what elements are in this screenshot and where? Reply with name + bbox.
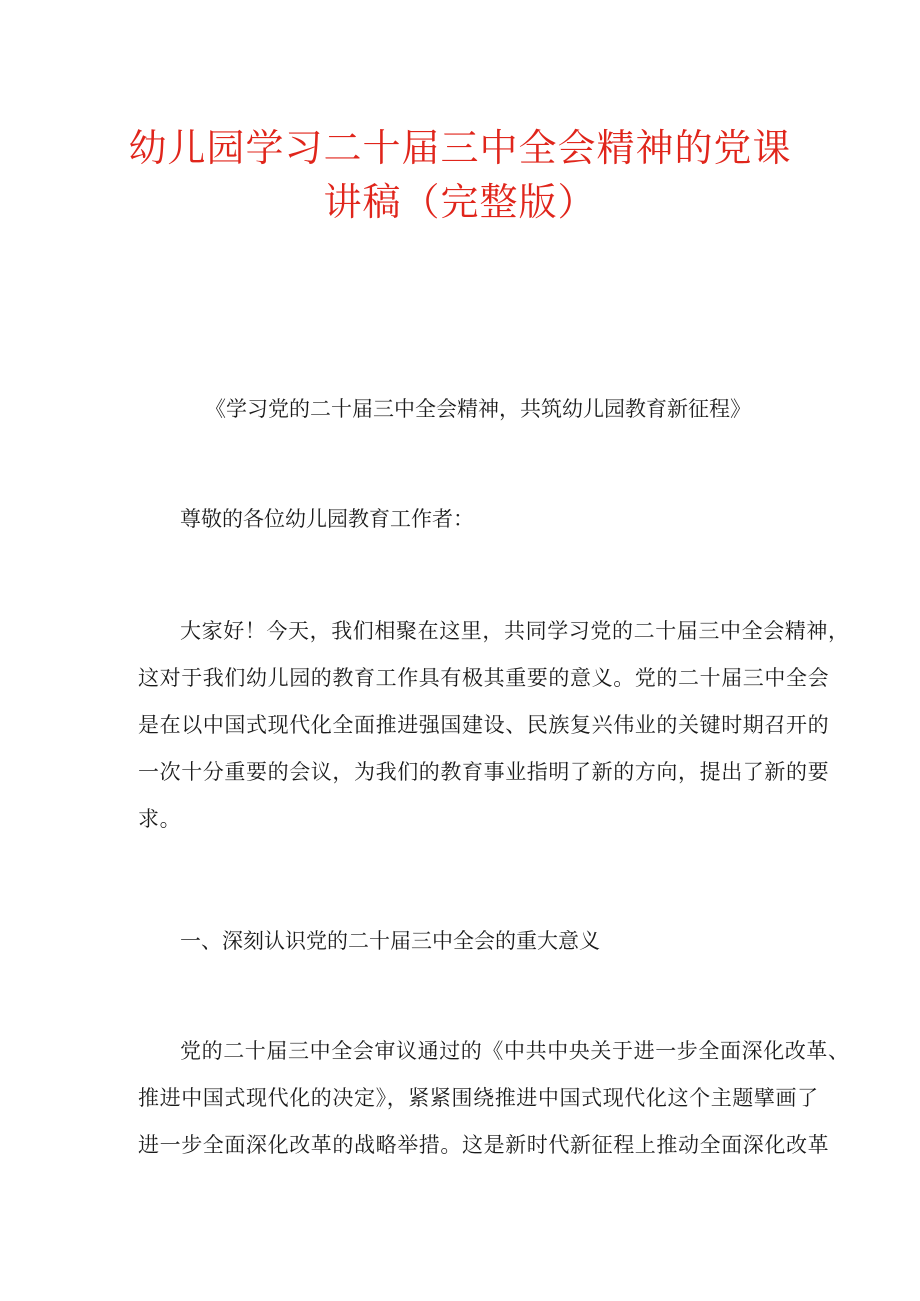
paragraph-opening	[138, 608, 850, 843]
paragraph-line: 求。	[138, 807, 182, 831]
greeting: 尊敬的各位幼儿园教育工作者：	[180, 507, 474, 531]
paragraph-line: 这对于我们幼儿园的教育工作具有极其重要的意义。党的二十届三中全会	[138, 666, 830, 690]
document-subtitle: 《学习党的二十届三中全会精神，共筑幼儿园教育新征程》	[205, 397, 751, 421]
paragraph-line: 一次十分重要的会议，为我们的教育事业指明了新的方向，提出了新的要	[138, 760, 830, 784]
paragraph-line: 进一步全面深化改革的战略举措。这是新时代新征程上推动全面深化改革	[138, 1133, 830, 1157]
document-title-line-1: 幼儿园学习二十届三中全会精神的党课	[128, 126, 792, 170]
paragraph-line: 推进中国式现代化的决定》，紧紧围绕推进中国式现代化这个主题擘画了	[138, 1086, 819, 1110]
paragraph-line: 党的二十届三中全会审议通过的《中共中央关于进一步全面深化改革、	[180, 1039, 850, 1063]
paragraph-line: 是在以中国式现代化全面推进强国建设、民族复兴伟业的关键时期召开的	[138, 713, 830, 737]
paragraph-section-1	[138, 1028, 850, 1169]
document-title-line-2: 讲稿（完整版）	[323, 180, 597, 224]
paragraph-line: 大家好！今天，我们相聚在这里，共同学习党的二十届三中全会精神，	[180, 619, 850, 643]
section-heading-1: 一、深刻认识党的二十届三中全会的重大意义	[180, 929, 600, 953]
